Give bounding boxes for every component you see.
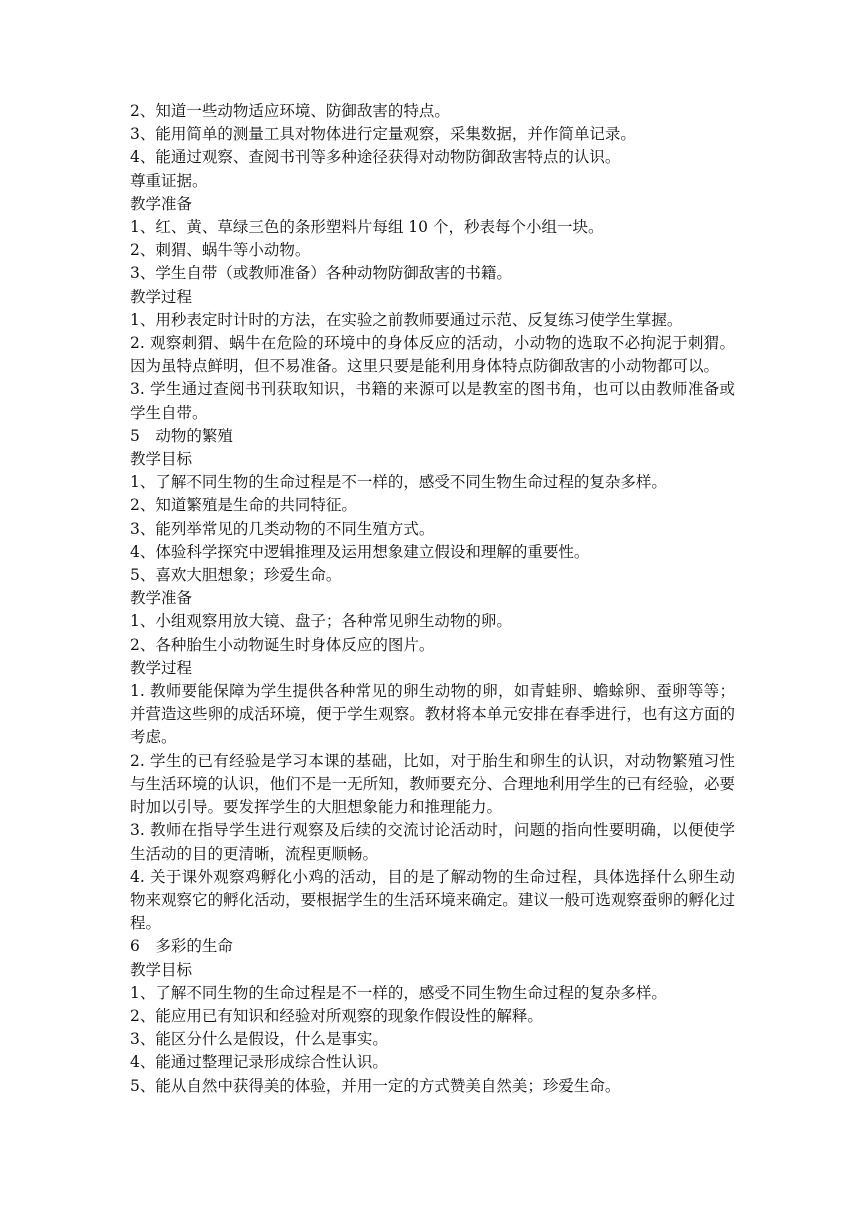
- paragraph: 2、知道一些动物适应环境、防御敌害的特点。: [130, 102, 450, 120]
- paragraph: 教学过程: [130, 287, 193, 306]
- paragraph: 教学目标: [130, 450, 193, 469]
- paragraph: 教学准备: [130, 194, 193, 213]
- paragraph: 1、了解不同生物的生命过程是不一样的，感受不同生物生命过程的复杂多样。: [130, 473, 667, 492]
- paragraph: 3、能列举常见的几类动物的不同生殖方式。: [130, 519, 435, 538]
- paragraph: 4、能通过整理记录形成综合性认识。: [130, 1053, 388, 1072]
- paragraph: 1、用秒表定时计时的方法，在实验之前教师要通过示范、反复练习使学生掌握。: [130, 310, 683, 329]
- paragraph: 2、能应用已有知识和经验对所观察的现象作假设性的解释。: [130, 1006, 543, 1025]
- paragraph: 5、喜欢大胆想象；珍爱生命。: [130, 566, 342, 585]
- paragraph: 3、能区分什么是假设，什么是事实。: [130, 1030, 388, 1049]
- paragraph: 5 动物的繁殖: [130, 426, 233, 445]
- paragraph: 5、能从自然中获得美的体验，并用一定的方式赞美自然美；珍爱生命。: [130, 1076, 621, 1095]
- paragraph: 1、小组观察用放大镜、盘子；各种常见卵生动物的卵。: [130, 612, 512, 631]
- paragraph: 4、体验科学探究中逻辑推理及运用想象建立假设和理解的重要性。: [130, 542, 590, 561]
- paragraph: 尊重证据。: [130, 171, 208, 190]
- paragraph: 4. 关于课外观察鸡孵化小鸡的活动，目的是了解动物的生命过程，具体选择什么卵生动物来观察它的孵化活动，要根据学生的生活环境来确定。建议一般可选观察蚕卵的孵化过程。: [130, 867, 735, 933]
- paragraph: 1. 教师要能保障为学生提供各种常见的卵生动物的卵，如青蛙卵、蟾蜍卵、蚕卵等等；并营造这些卵的成活环境，便于学生观察。教材将本单元安排在春季进行，也有这方面的考虑。: [130, 682, 735, 747]
- paragraph: 2、知道繁殖是生命的共同特征。: [130, 496, 357, 515]
- paragraph: 6 多彩的生命: [130, 937, 233, 956]
- paragraph: 2. 观察刺猬、蜗牛在危险的环境中的身体反应的活动，小动物的选取不必拘泥于刺猬。因为虽特点鲜明，但不易准备。这里只要是能利用身体特点防御敌害的小动物都可以。: [130, 334, 735, 376]
- paragraph: 3. 教师在指导学生进行观察及后续的交流讨论活动时，问题的指向性要明确，以便使学生活动的目的更清晰，流程更顺畅。: [130, 821, 735, 863]
- paragraph: 3、学生自带（或教师准备）各种动物防御敌害的书籍。: [130, 264, 512, 283]
- paragraph: 教学目标: [130, 960, 193, 979]
- paragraph: 3、能用简单的测量工具对物体进行定量观察，采集数据，并作简单记录。: [130, 125, 636, 144]
- paragraph: 2. 学生的已有经验是学习本课的基础，比如，对于胎生和卵生的认识，对动物繁殖习性与生活环境的认识，他们不是一无所知，教师要充分、合理地利用学生的已有经验，必要时加以引导。要发挥学生的大胆想象能力和推理能力。: [130, 751, 735, 817]
- paragraph: 2、各种胎生小动物诞生时身体反应的图片。: [130, 635, 435, 654]
- document-body: [130, 100, 735, 1098]
- paragraph: 3. 学生通过查阅书刊获取知识，书籍的来源可以是教室的图书角，也可以由教师准备或学生自带。: [130, 380, 735, 422]
- paragraph: 2、刺猬、蜗牛等小动物。: [130, 241, 311, 260]
- paragraph: 1、了解不同生物的生命过程是不一样的，感受不同生物生命过程的复杂多样。: [130, 983, 667, 1002]
- paragraph: 教学准备: [130, 589, 193, 608]
- paragraph: 4、能通过观察、查阅书刊等多种途径获得对动物防御敌害特点的认识。: [130, 148, 621, 167]
- paragraph: 1、红、黄、草绿三色的条形塑料片每组 10 个，秒表每个小组一块。: [130, 218, 604, 237]
- paragraph: 教学过程: [130, 658, 193, 677]
